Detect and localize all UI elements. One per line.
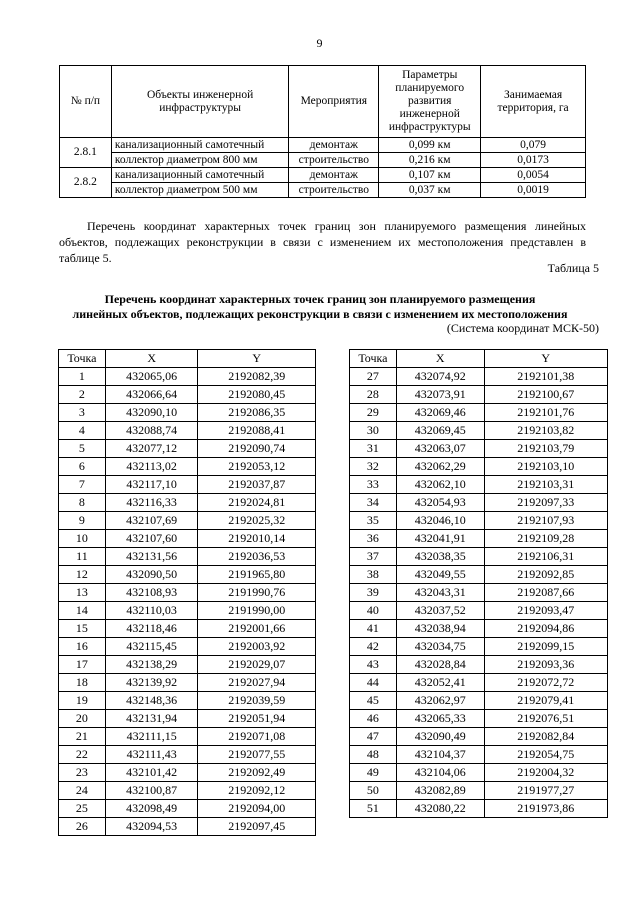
x-cell: 432065,33: [396, 710, 484, 728]
table-row: [59, 692, 316, 710]
point-cell: 45: [350, 692, 397, 710]
point-cell: 38: [350, 566, 397, 584]
table-row: [59, 638, 316, 656]
table-row: [350, 566, 608, 584]
x-cell: 432117,10: [105, 476, 198, 494]
point-cell: 7: [59, 476, 106, 494]
y-cell: 2192101,76: [484, 404, 607, 422]
header-y: Y: [484, 350, 607, 368]
x-cell: 432062,29: [396, 458, 484, 476]
y-cell: 2192027,94: [198, 674, 316, 692]
table-row: [350, 710, 608, 728]
x-cell: 432034,75: [396, 638, 484, 656]
y-cell: 2192093,47: [484, 602, 607, 620]
point-cell: 34: [350, 494, 397, 512]
y-cell: 2192079,41: [484, 692, 607, 710]
table-row: [59, 800, 316, 818]
point-cell: 51: [350, 800, 397, 818]
y-cell: 2192024,81: [198, 494, 316, 512]
y-cell: 2192097,45: [198, 818, 316, 836]
object-name: коллектор диаметром 800 мм: [111, 153, 289, 168]
param-cell: 0,037 км: [379, 183, 481, 198]
table-row: [59, 386, 316, 404]
x-cell: 432028,84: [396, 656, 484, 674]
header-num: № п/п: [60, 66, 112, 138]
table-row: [350, 764, 608, 782]
y-cell: 2192097,33: [484, 494, 607, 512]
table-row: [350, 440, 608, 458]
point-cell: 3: [59, 404, 106, 422]
x-cell: 432113,02: [105, 458, 198, 476]
point-cell: 41: [350, 620, 397, 638]
x-cell: 432090,10: [105, 404, 198, 422]
table-row: [59, 620, 316, 638]
header-point: Точка: [350, 350, 397, 368]
y-cell: 2192077,55: [198, 746, 316, 764]
y-cell: 2191990,76: [198, 584, 316, 602]
x-cell: 432116,33: [105, 494, 198, 512]
point-cell: 43: [350, 656, 397, 674]
table-row: [59, 512, 316, 530]
y-cell: 2191965,80: [198, 566, 316, 584]
point-cell: 22: [59, 746, 106, 764]
point-cell: 32: [350, 458, 397, 476]
point-cell: 1: [59, 368, 106, 386]
y-cell: 2192051,94: [198, 710, 316, 728]
area-cell: 0,0054: [481, 168, 586, 183]
coordinates-table-left: [58, 349, 316, 836]
x-cell: 432063,07: [396, 440, 484, 458]
x-cell: 432049,55: [396, 566, 484, 584]
x-cell: 432052,41: [396, 674, 484, 692]
y-cell: 2192036,53: [198, 548, 316, 566]
table-row: [350, 638, 608, 656]
point-cell: 4: [59, 422, 106, 440]
y-cell: 2191990,00: [198, 602, 316, 620]
point-cell: 48: [350, 746, 397, 764]
y-cell: 2192106,31: [484, 548, 607, 566]
table-row: [59, 584, 316, 602]
point-cell: 24: [59, 782, 106, 800]
y-cell: 2192107,93: [484, 512, 607, 530]
table-row: [350, 800, 608, 818]
x-cell: 432077,12: [105, 440, 198, 458]
y-cell: 2192109,28: [484, 530, 607, 548]
point-cell: 35: [350, 512, 397, 530]
y-cell: 2192029,07: [198, 656, 316, 674]
y-cell: 2192076,51: [484, 710, 607, 728]
object-name: канализационный самотечный: [111, 168, 289, 183]
point-cell: 37: [350, 548, 397, 566]
point-cell: 42: [350, 638, 397, 656]
table-row: [59, 476, 316, 494]
table-row: [59, 368, 316, 386]
point-cell: 20: [59, 710, 106, 728]
y-cell: 2192082,39: [198, 368, 316, 386]
x-cell: 432066,64: [105, 386, 198, 404]
y-cell: 2191977,27: [484, 782, 607, 800]
x-cell: 432065,06: [105, 368, 198, 386]
table-row: [350, 782, 608, 800]
point-cell: 25: [59, 800, 106, 818]
point-cell: 31: [350, 440, 397, 458]
x-cell: 432108,93: [105, 584, 198, 602]
area-cell: 0,079: [481, 138, 586, 153]
y-cell: 2192003,92: [198, 638, 316, 656]
table-row: [59, 422, 316, 440]
table-row: [59, 656, 316, 674]
table-row: [60, 183, 586, 198]
point-cell: 13: [59, 584, 106, 602]
x-cell: 432082,89: [396, 782, 484, 800]
table-row: [59, 458, 316, 476]
y-cell: 2191973,86: [484, 800, 607, 818]
point-cell: 27: [350, 368, 397, 386]
point-cell: 18: [59, 674, 106, 692]
y-cell: 2192094,00: [198, 800, 316, 818]
y-cell: 2192088,41: [198, 422, 316, 440]
header-x: X: [105, 350, 198, 368]
x-cell: 432041,91: [396, 530, 484, 548]
x-cell: 432118,46: [105, 620, 198, 638]
point-cell: 19: [59, 692, 106, 710]
x-cell: 432088,74: [105, 422, 198, 440]
y-cell: 2192080,45: [198, 386, 316, 404]
x-cell: 432090,49: [396, 728, 484, 746]
point-cell: 12: [59, 566, 106, 584]
point-cell: 10: [59, 530, 106, 548]
infrastructure-table: [59, 65, 586, 198]
y-cell: 2192025,32: [198, 512, 316, 530]
point-cell: 36: [350, 530, 397, 548]
y-cell: 2192103,10: [484, 458, 607, 476]
y-cell: 2192099,15: [484, 638, 607, 656]
y-cell: 2192103,31: [484, 476, 607, 494]
x-cell: 432111,15: [105, 728, 198, 746]
point-cell: 46: [350, 710, 397, 728]
table-row: [59, 440, 316, 458]
table-row: [350, 476, 608, 494]
x-cell: 432131,56: [105, 548, 198, 566]
table-row: [60, 168, 586, 183]
action-cell: строительство: [289, 183, 379, 198]
header-action: Мероприятия: [289, 66, 379, 138]
table-row: [60, 138, 586, 153]
point-cell: 28: [350, 386, 397, 404]
header-point: Точка: [59, 350, 106, 368]
x-cell: 432069,45: [396, 422, 484, 440]
x-cell: 432111,43: [105, 746, 198, 764]
param-cell: 0,216 км: [379, 153, 481, 168]
y-cell: 2192071,08: [198, 728, 316, 746]
point-cell: 23: [59, 764, 106, 782]
x-cell: 432110,03: [105, 602, 198, 620]
y-cell: 2192054,75: [484, 746, 607, 764]
table-row: [350, 674, 608, 692]
table-row: [350, 656, 608, 674]
y-cell: 2192092,85: [484, 566, 607, 584]
table-row: [59, 404, 316, 422]
point-cell: 44: [350, 674, 397, 692]
param-cell: 0,107 км: [379, 168, 481, 183]
point-cell: 39: [350, 584, 397, 602]
y-cell: 2192101,38: [484, 368, 607, 386]
heading-line-1: Перечень координат характерных точек границ зон планируемого размещения: [104, 292, 536, 306]
table-row: [350, 404, 608, 422]
header-object: Объекты инженерной инфраструктуры: [111, 66, 289, 138]
y-cell: 2192103,82: [484, 422, 607, 440]
y-cell: 2192010,14: [198, 530, 316, 548]
table-row: [350, 530, 608, 548]
point-cell: 50: [350, 782, 397, 800]
point-cell: 33: [350, 476, 397, 494]
object-name: канализационный самотечный: [111, 138, 289, 153]
area-cell: 0,0173: [481, 153, 586, 168]
point-cell: 21: [59, 728, 106, 746]
x-cell: 432074,92: [396, 368, 484, 386]
x-cell: 432062,10: [396, 476, 484, 494]
table-heading: [40, 292, 600, 322]
header-y: Y: [198, 350, 316, 368]
table-row: [350, 584, 608, 602]
y-cell: 2192072,72: [484, 674, 607, 692]
point-cell: 8: [59, 494, 106, 512]
x-cell: 432131,94: [105, 710, 198, 728]
point-cell: 29: [350, 404, 397, 422]
heading-line-2: линейных объектов, подлежащих реконструкции в связи с изменением их местоположения: [72, 307, 568, 321]
x-cell: 432107,69: [105, 512, 198, 530]
x-cell: 432101,42: [105, 764, 198, 782]
point-cell: 2: [59, 386, 106, 404]
y-cell: 2192092,12: [198, 782, 316, 800]
table-row: [350, 602, 608, 620]
table-row: [59, 710, 316, 728]
table-row: [59, 548, 316, 566]
x-cell: 432038,94: [396, 620, 484, 638]
action-cell: демонтаж: [289, 168, 379, 183]
x-cell: 432090,50: [105, 566, 198, 584]
point-cell: 40: [350, 602, 397, 620]
x-cell: 432100,87: [105, 782, 198, 800]
table-row: [59, 728, 316, 746]
point-cell: 47: [350, 728, 397, 746]
x-cell: 432054,93: [396, 494, 484, 512]
y-cell: 2192037,87: [198, 476, 316, 494]
param-cell: 0,099 км: [379, 138, 481, 153]
x-cell: 432046,10: [396, 512, 484, 530]
row-num: 2.8.2: [60, 168, 112, 198]
table-row: [350, 548, 608, 566]
header-area: Занимаемая территория, га: [481, 66, 586, 138]
action-cell: демонтаж: [289, 138, 379, 153]
x-cell: 432107,60: [105, 530, 198, 548]
x-cell: 432038,35: [396, 548, 484, 566]
x-cell: 432148,36: [105, 692, 198, 710]
point-cell: 14: [59, 602, 106, 620]
x-cell: 432115,45: [105, 638, 198, 656]
x-cell: 432104,06: [396, 764, 484, 782]
table-row: [350, 386, 608, 404]
point-cell: 5: [59, 440, 106, 458]
row-num: 2.8.1: [60, 138, 112, 168]
point-cell: 26: [59, 818, 106, 836]
table-row: [350, 512, 608, 530]
y-cell: 2192039,59: [198, 692, 316, 710]
table-row: [350, 422, 608, 440]
table-row: [350, 746, 608, 764]
table-row: [350, 368, 608, 386]
coordinates-table-right: [349, 349, 608, 818]
y-cell: 2192103,79: [484, 440, 607, 458]
table-label: Таблица 5: [547, 261, 599, 275]
y-cell: 2192092,49: [198, 764, 316, 782]
y-cell: 2192053,12: [198, 458, 316, 476]
x-cell: 432069,46: [396, 404, 484, 422]
point-cell: 15: [59, 620, 106, 638]
action-cell: строительство: [289, 153, 379, 168]
y-cell: 2192100,67: [484, 386, 607, 404]
point-cell: 11: [59, 548, 106, 566]
header-parameters: Параметры планируемого развития инженерной инфраструктуры: [379, 66, 481, 138]
table-row: [350, 620, 608, 638]
table-row: [59, 674, 316, 692]
table-row: [59, 530, 316, 548]
object-name: коллектор диаметром 500 мм: [111, 183, 289, 198]
page-number: 9: [316, 36, 323, 50]
table-row: [350, 692, 608, 710]
point-cell: 16: [59, 638, 106, 656]
table-row: [59, 566, 316, 584]
y-cell: 2192090,74: [198, 440, 316, 458]
point-cell: 30: [350, 422, 397, 440]
x-cell: 432138,29: [105, 656, 198, 674]
point-cell: 17: [59, 656, 106, 674]
x-cell: 432037,52: [396, 602, 484, 620]
y-cell: 2192004,32: [484, 764, 607, 782]
x-cell: 432073,91: [396, 386, 484, 404]
table-row: [350, 494, 608, 512]
table-row: [60, 153, 586, 168]
x-cell: 432043,31: [396, 584, 484, 602]
y-cell: 2192094,86: [484, 620, 607, 638]
y-cell: 2192086,35: [198, 404, 316, 422]
coordinate-system-label: (Система координат МСК-50): [446, 321, 599, 335]
point-cell: 9: [59, 512, 106, 530]
x-cell: 432080,22: [396, 800, 484, 818]
table-row: [59, 746, 316, 764]
point-cell: 49: [350, 764, 397, 782]
x-cell: 432139,92: [105, 674, 198, 692]
table-row: [59, 782, 316, 800]
x-cell: 432098,49: [105, 800, 198, 818]
table-row: [59, 494, 316, 512]
table-row: [350, 458, 608, 476]
table-row: [59, 602, 316, 620]
y-cell: 2192082,84: [484, 728, 607, 746]
x-cell: 432094,53: [105, 818, 198, 836]
table-row: [59, 764, 316, 782]
table-row: [59, 818, 316, 836]
y-cell: 2192093,36: [484, 656, 607, 674]
y-cell: 2192087,66: [484, 584, 607, 602]
area-cell: 0,0019: [481, 183, 586, 198]
table-row: [350, 728, 608, 746]
body-paragraph: Перечень координат характерных точек границ зон планируемого размещения линейных объектов, подлежащих реконструкции в связи с изменением их местоположения представлен в таблице 5.: [59, 219, 586, 265]
header-x: X: [396, 350, 484, 368]
x-cell: 432104,37: [396, 746, 484, 764]
y-cell: 2192001,66: [198, 620, 316, 638]
point-cell: 6: [59, 458, 106, 476]
x-cell: 432062,97: [396, 692, 484, 710]
